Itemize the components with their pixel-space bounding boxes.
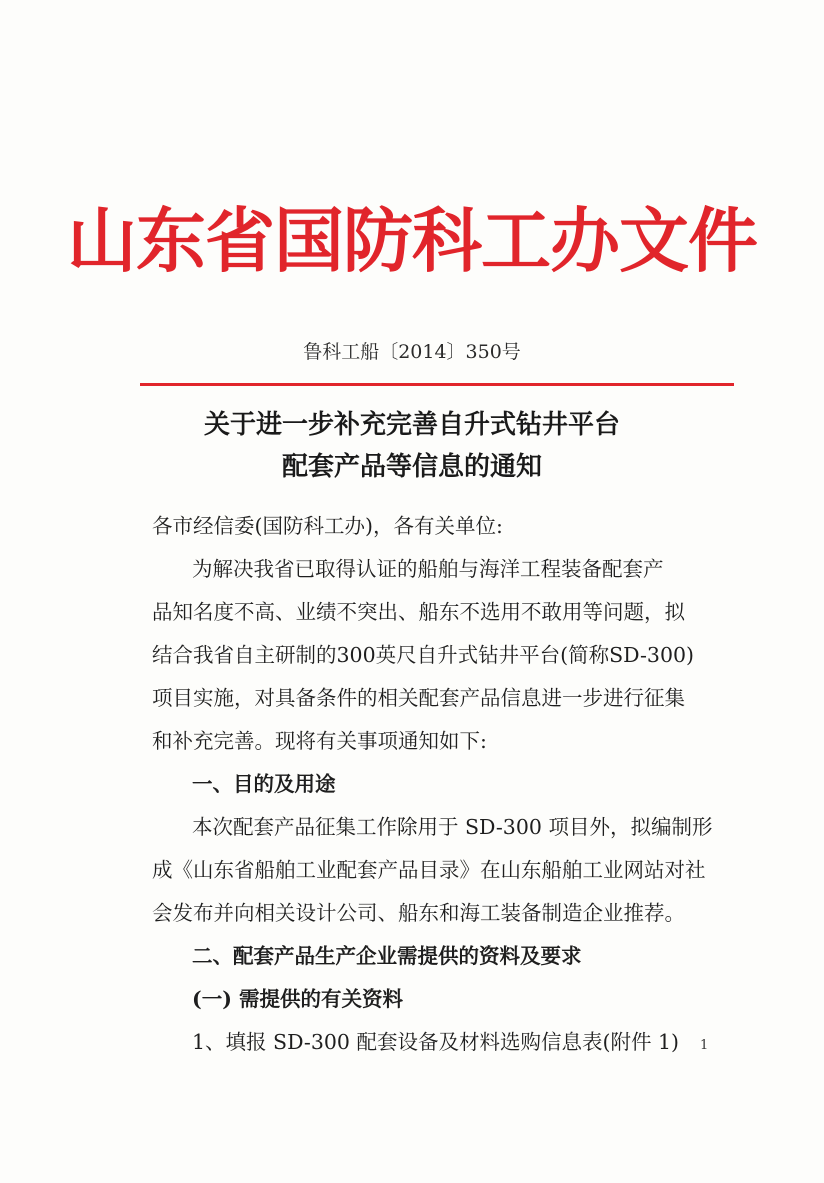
document-number: 鲁科工船〔2014〕350号: [303, 341, 521, 363]
red-divider-line: [140, 383, 734, 386]
paragraph-1-line: 为解决我省已取得认证的船舶与海洋工程装备配套产: [192, 557, 664, 581]
notice-title-line-2: 配套产品等信息的通知: [281, 452, 542, 482]
paragraph-2-line: 会发布并向相关设计公司、船东和海工装备制造企业推荐。: [152, 901, 685, 925]
section-2-heading: 二、配套产品生产企业需提供的资料及要求: [192, 944, 582, 968]
paragraph-1-line: 品知名度不高、业绩不突出、船东不选用不敢用等问题，拟: [152, 600, 685, 624]
item-1: 1、填报 SD-300 配套设备及材料选购信息表(附件 1): [192, 1030, 680, 1054]
subsection-1-heading: (一) 需提供的有关资料: [192, 987, 404, 1011]
page-number: 1: [700, 1038, 709, 1053]
paragraph-1-line: 和补充完善。现将有关事项通知如下:: [152, 729, 487, 753]
section-1-heading: 一、目的及用途: [192, 772, 336, 796]
issuer-header-title: 山东省国防科工办文件: [67, 199, 757, 282]
notice-title-line-1: 关于进一步补充完善自升式钻井平台: [203, 410, 620, 440]
paragraph-2-line: 成《山东省船舶工业配套产品目录》在山东船舶工业网站对社: [152, 858, 706, 882]
paragraph-1-line: 结合我省自主研制的300英尺自升式钻井平台(简称SD-300): [152, 643, 695, 667]
paragraph-2-line: 本次配套产品征集工作除用于 SD-300 项目外，拟编制形: [192, 815, 713, 839]
salutation: 各市经信委(国防科工办)，各有关单位:: [152, 514, 503, 538]
paragraph-1-line: 项目实施，对具备条件的相关配套产品信息进一步进行征集: [152, 686, 685, 710]
